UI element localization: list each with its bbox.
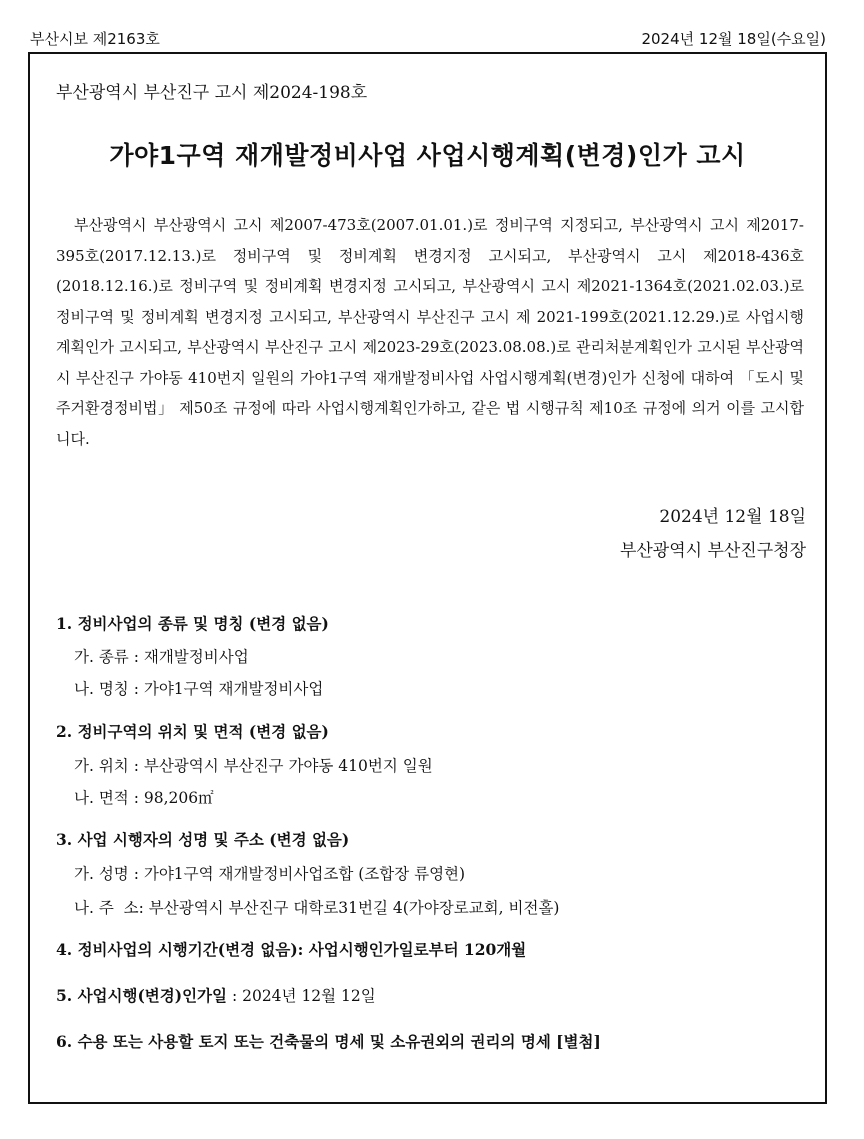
section-4-heading: 4. 정비사업의 시행기간(변경 없음): 사업시행인가일로부터 120개월 xyxy=(56,940,527,959)
section-5-label: 5. 사업시행(변경)인가일 xyxy=(56,986,228,1005)
notice-signer: 부산광역시 부산진구청장 xyxy=(619,541,806,561)
notice-date: 2024년 12월 18일 xyxy=(659,507,806,527)
section-1-heading: 1. 정비사업의 종류 및 명칭 (변경 없음) xyxy=(56,614,329,633)
section-2-heading: 2. 정비구역의 위치 및 면적 (변경 없음) xyxy=(56,722,329,741)
section-6-heading: 6. 수용 또는 사용할 토지 또는 건축물의 명세 및 소유권외의 권리의 명세 [별첨] xyxy=(56,1032,601,1051)
section-3-item-a: 가. 성명 : 가야1구역 재개발정비사업조합 (조합장 류영현) xyxy=(74,865,466,883)
section-2-item-a: 가. 위치 : 부산광역시 부산진구 가야동 410번지 일원 xyxy=(74,757,433,775)
gazette-date: 2024년 12월 18일(수요일) xyxy=(641,30,826,48)
gazette-issue: 부산시보 제2163호 xyxy=(30,30,160,48)
notice-body: 부산광역시 부산광역시 고시 제2007-473호(2007.01.01.)로 정비구역 지정되고, 부산광역시 고시 제2017-395호(2017.12.13.)로 정비구역 및 정비계획 변경지정 고시되고, 부산광역시 고시 제2018-436호(2018.12.16.)로 정비구역 및 정비계획 변경지정 고시되고, 부산광역시 고시 제2021-1364호(2021.02.03.)로 정비구역 및 정비계획 변경지정 고시되고, 부산광역시 부산진구 고시 제 2021-199호(2021.12.29.)로 사업시행계획인가 고시되고, 부산광역시 부산진구 고시 제2023-29호(2023.08.08.)로 관리처분계획인가 고시된 부산광역시 부산진구 가야동 410번지 일원의 가야1구역 재개발정비사업 사업시행계획(변경)인가 신청에 대하여 「도시 및 주거환경정비법」 제50조 규정에 따라 사업시행계획인가하고, 같은 법 시행규칙 제10조 규정에 의거 이를 고시합니다. xyxy=(56,216,804,448)
notice-title: 가야1구역 재개발정비사업 사업시행계획(변경)인가 고시 xyxy=(109,141,746,170)
section-3-heading: 3. 사업 시행자의 성명 및 주소 (변경 없음) xyxy=(56,830,350,849)
notice-number: 부산광역시 부산진구 고시 제2024-198호 xyxy=(56,83,368,103)
section-1-item-a: 가. 종류 : 재개발정비사업 xyxy=(74,648,249,666)
section-3-item-b: 나. 주 소: 부산광역시 부산진구 대학로31번길 4(가야장로교회, 비전홀) xyxy=(74,899,560,917)
section-5-heading xyxy=(56,984,376,1006)
section-2-item-b: 나. 면적 : 98,206㎡ xyxy=(74,789,214,807)
section-5-value: : 2024년 12월 12일 xyxy=(227,987,376,1005)
section-1-item-b: 나. 명칭 : 가야1구역 재개발정비사업 xyxy=(74,680,324,698)
